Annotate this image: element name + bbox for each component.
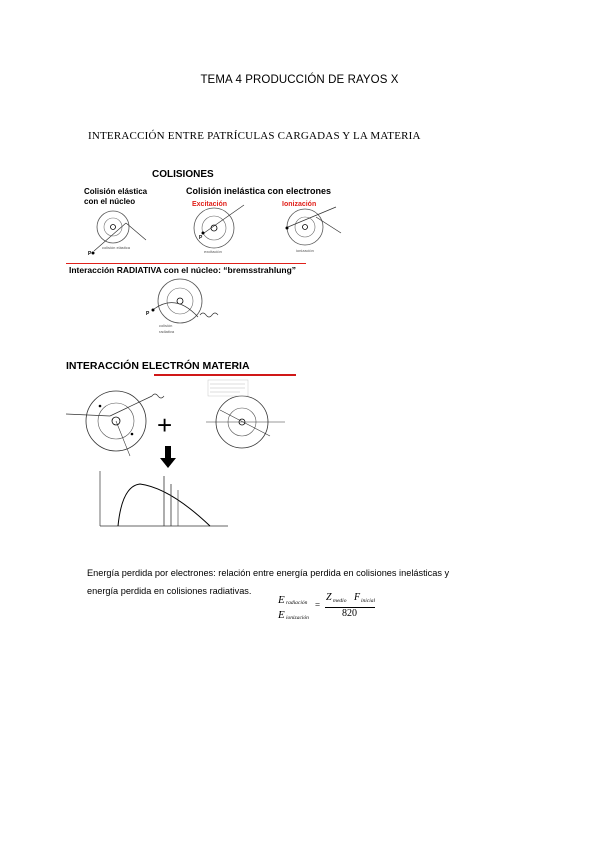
formula-f: F [354,592,361,603]
electron-matter-heading-part2: ELECTRÓN MATERIA [141,360,250,372]
formula-f-sub: inicial [361,598,376,604]
svg-text:colisión: colisión [159,323,173,328]
paragraph-line-2: energía perdida en colisiones radiativas. [87,586,252,596]
svg-text:P: P [199,235,203,241]
energy-ratio-formula [278,592,398,626]
excitation-atom-diagram [194,205,244,254]
formula-e-radiation: E [278,594,285,606]
svg-text:ionización: ionización [296,248,314,253]
electron-matter-figure [60,358,300,533]
formula-z-sub: medio [333,598,347,604]
inelastic-collision-label: Colisión inelástica con electrones [186,186,332,196]
radiative-separator [66,263,306,264]
electron-matter-diagram [60,376,300,531]
formula-sub-ionization: ionización [286,615,309,621]
excitation-label: Excitación [192,201,228,208]
section-heading: INTERACCIÓN ENTRE PATRÍCULAS CARGADAS Y LA MATERIA [88,130,421,142]
formula-equals: = [315,600,321,610]
collisions-diagram [66,165,366,345]
svg-text:colisión elástica: colisión elástica [102,245,131,250]
elastic-collision-label: Colisión elástica con el núcleo [84,187,148,206]
left-atom-diagram [66,391,164,456]
right-atom-diagram [206,380,285,448]
formula-e-ionization: E [278,609,285,621]
formula-z: Z [326,592,332,603]
collisions-heading: COLISIONES [152,169,214,180]
radiative-atom-diagram [146,279,218,334]
plus-sign: + [157,410,173,440]
svg-text:P: P [88,251,92,257]
radiative-label: Interacción RADIATIVA con el núcleo: “bremsstrahlung” [69,265,297,275]
paragraph-line-1: Energía perdida por electrones: relación entre energía perdida en colisiones inelásticas y [87,568,450,578]
svg-text:excitación: excitación [204,249,222,254]
svg-text:radiativa: radiativa [159,329,175,334]
svg-text:P: P [146,311,150,317]
electron-matter-heading [66,360,250,372]
formula-sub-radiation: radiación [286,600,308,606]
ionization-label: Ionización [282,201,317,208]
elastic-atom-diagram [88,211,146,257]
down-arrow-icon [160,446,176,468]
electron-matter-heading-part1: INTERACCIÓN [66,360,142,372]
ionization-atom-diagram [286,207,342,253]
formula-denominator: 820 [342,608,357,619]
document-title: TEMA 4 PRODUCCIÓN DE RAYOS X [200,74,399,86]
spectrum-plot [100,471,228,526]
collisions-figure [66,165,366,345]
